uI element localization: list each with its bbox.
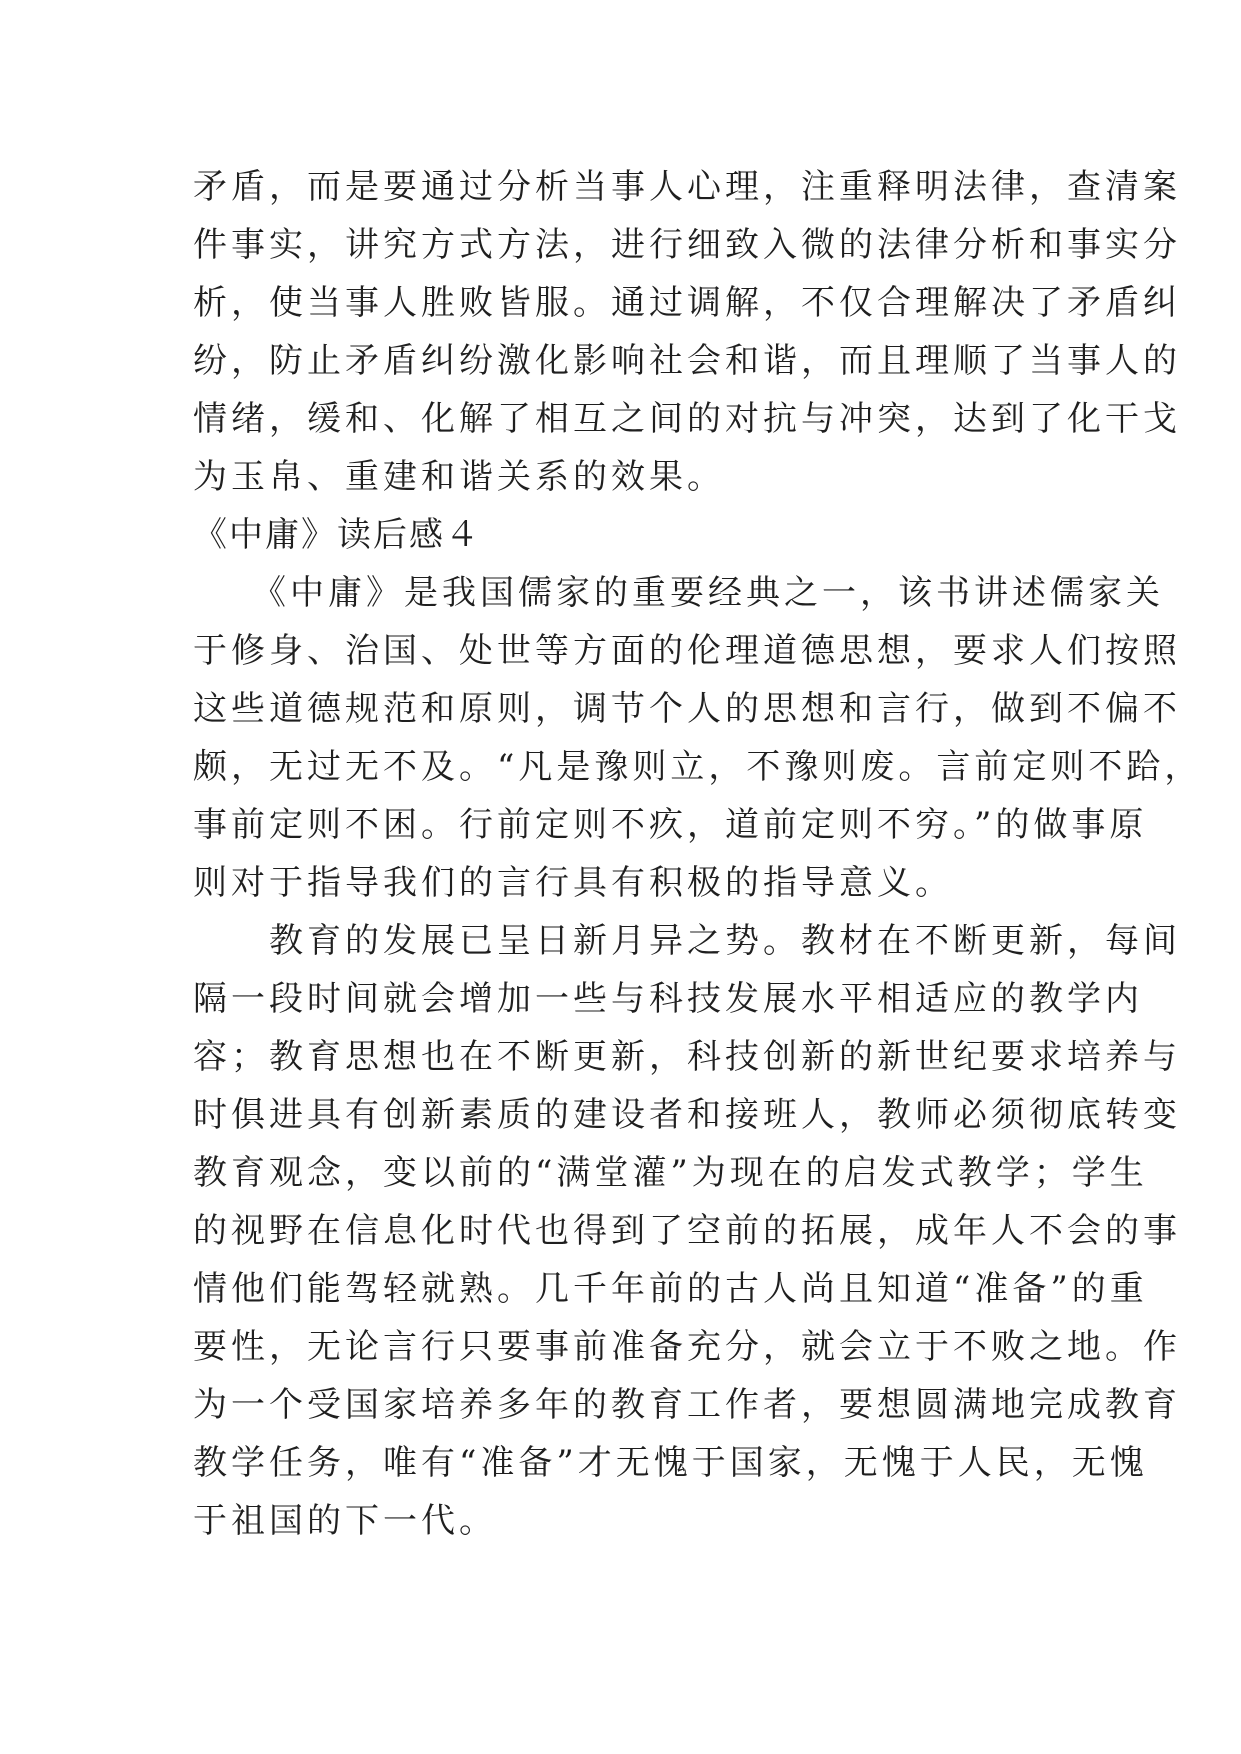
text-line: 事前定则不困。行前定则不疚，道前定则不穷。”的做事原: [193, 805, 1148, 845]
text-line: 件事实，讲究方式方法，进行细致入微的法律分析和事实分: [193, 225, 1181, 265]
text-line: 于修身、治国、处世等方面的伦理道德思想，要求人们按照: [193, 631, 1181, 671]
text-line: 为玉帛、重建和谐关系的效果。: [193, 457, 725, 497]
text-line: 这些道德规范和原则，调节个人的思想和言行，做到不偏不: [193, 689, 1181, 729]
paragraph-1: [193, 564, 1203, 912]
text-line: 《中庸》是我国儒家的重要经典之一，该书讲述儒家关: [193, 573, 1164, 613]
document-body: [193, 158, 1203, 1550]
intro-paragraph: [193, 158, 1181, 506]
text-line: 教育的发展已呈日新月异之势。教材在不断更新，每间: [193, 921, 1181, 961]
text-line: 容；教育思想也在不断更新，科技创新的新世纪要求培养与: [193, 1037, 1181, 1077]
text-line: 时俱进具有创新素质的建设者和接班人，教师必须彻底转变: [193, 1095, 1181, 1135]
text-line: 隔一段时间就会增加一些与科技发展水平相适应的教学内: [193, 979, 1143, 1019]
paragraph-2: [193, 912, 1181, 1550]
text-line: 则对于指导我们的言行具有积极的指导意义。: [193, 863, 953, 903]
section-heading: 《中庸》读后感４: [193, 515, 481, 555]
text-line: 要性，无论言行只要事前准备充分，就会立于不败之地。作: [193, 1327, 1181, 1367]
text-line: 析，使当事人胜败皆服。通过调解，不仅合理解决了矛盾纠: [193, 283, 1181, 323]
text-line: 的视野在信息化时代也得到了空前的拓展，成年人不会的事: [193, 1211, 1181, 1251]
text-line: 为一个受国家培养多年的教育工作者，要想圆满地完成教育: [193, 1385, 1181, 1425]
text-line: 教育观念，变以前的“满堂灌”为现在的启发式教学；学生: [193, 1153, 1148, 1193]
text-line: 于祖国的下一代。: [193, 1501, 497, 1541]
text-line: 教学任务，唯有“准备”才无愧于国家，无愧于人民，无愧: [193, 1443, 1148, 1483]
text-line: 情绪，缓和、化解了相互之间的对抗与冲突，达到了化干戈: [193, 399, 1181, 439]
text-line: 纷，防止矛盾纠纷激化影响社会和谐，而且理顺了当事人的: [193, 341, 1181, 381]
text-line: 颇，无过无不及。“凡是豫则立，不豫则废。言前定则不跲，: [193, 747, 1203, 787]
text-line: 情他们能驾轻就熟。几千年前的古人尚且知道“准备”的重: [193, 1269, 1148, 1309]
text-line: 矛盾，而是要通过分析当事人心理，注重释明法律，查清案: [193, 167, 1181, 207]
